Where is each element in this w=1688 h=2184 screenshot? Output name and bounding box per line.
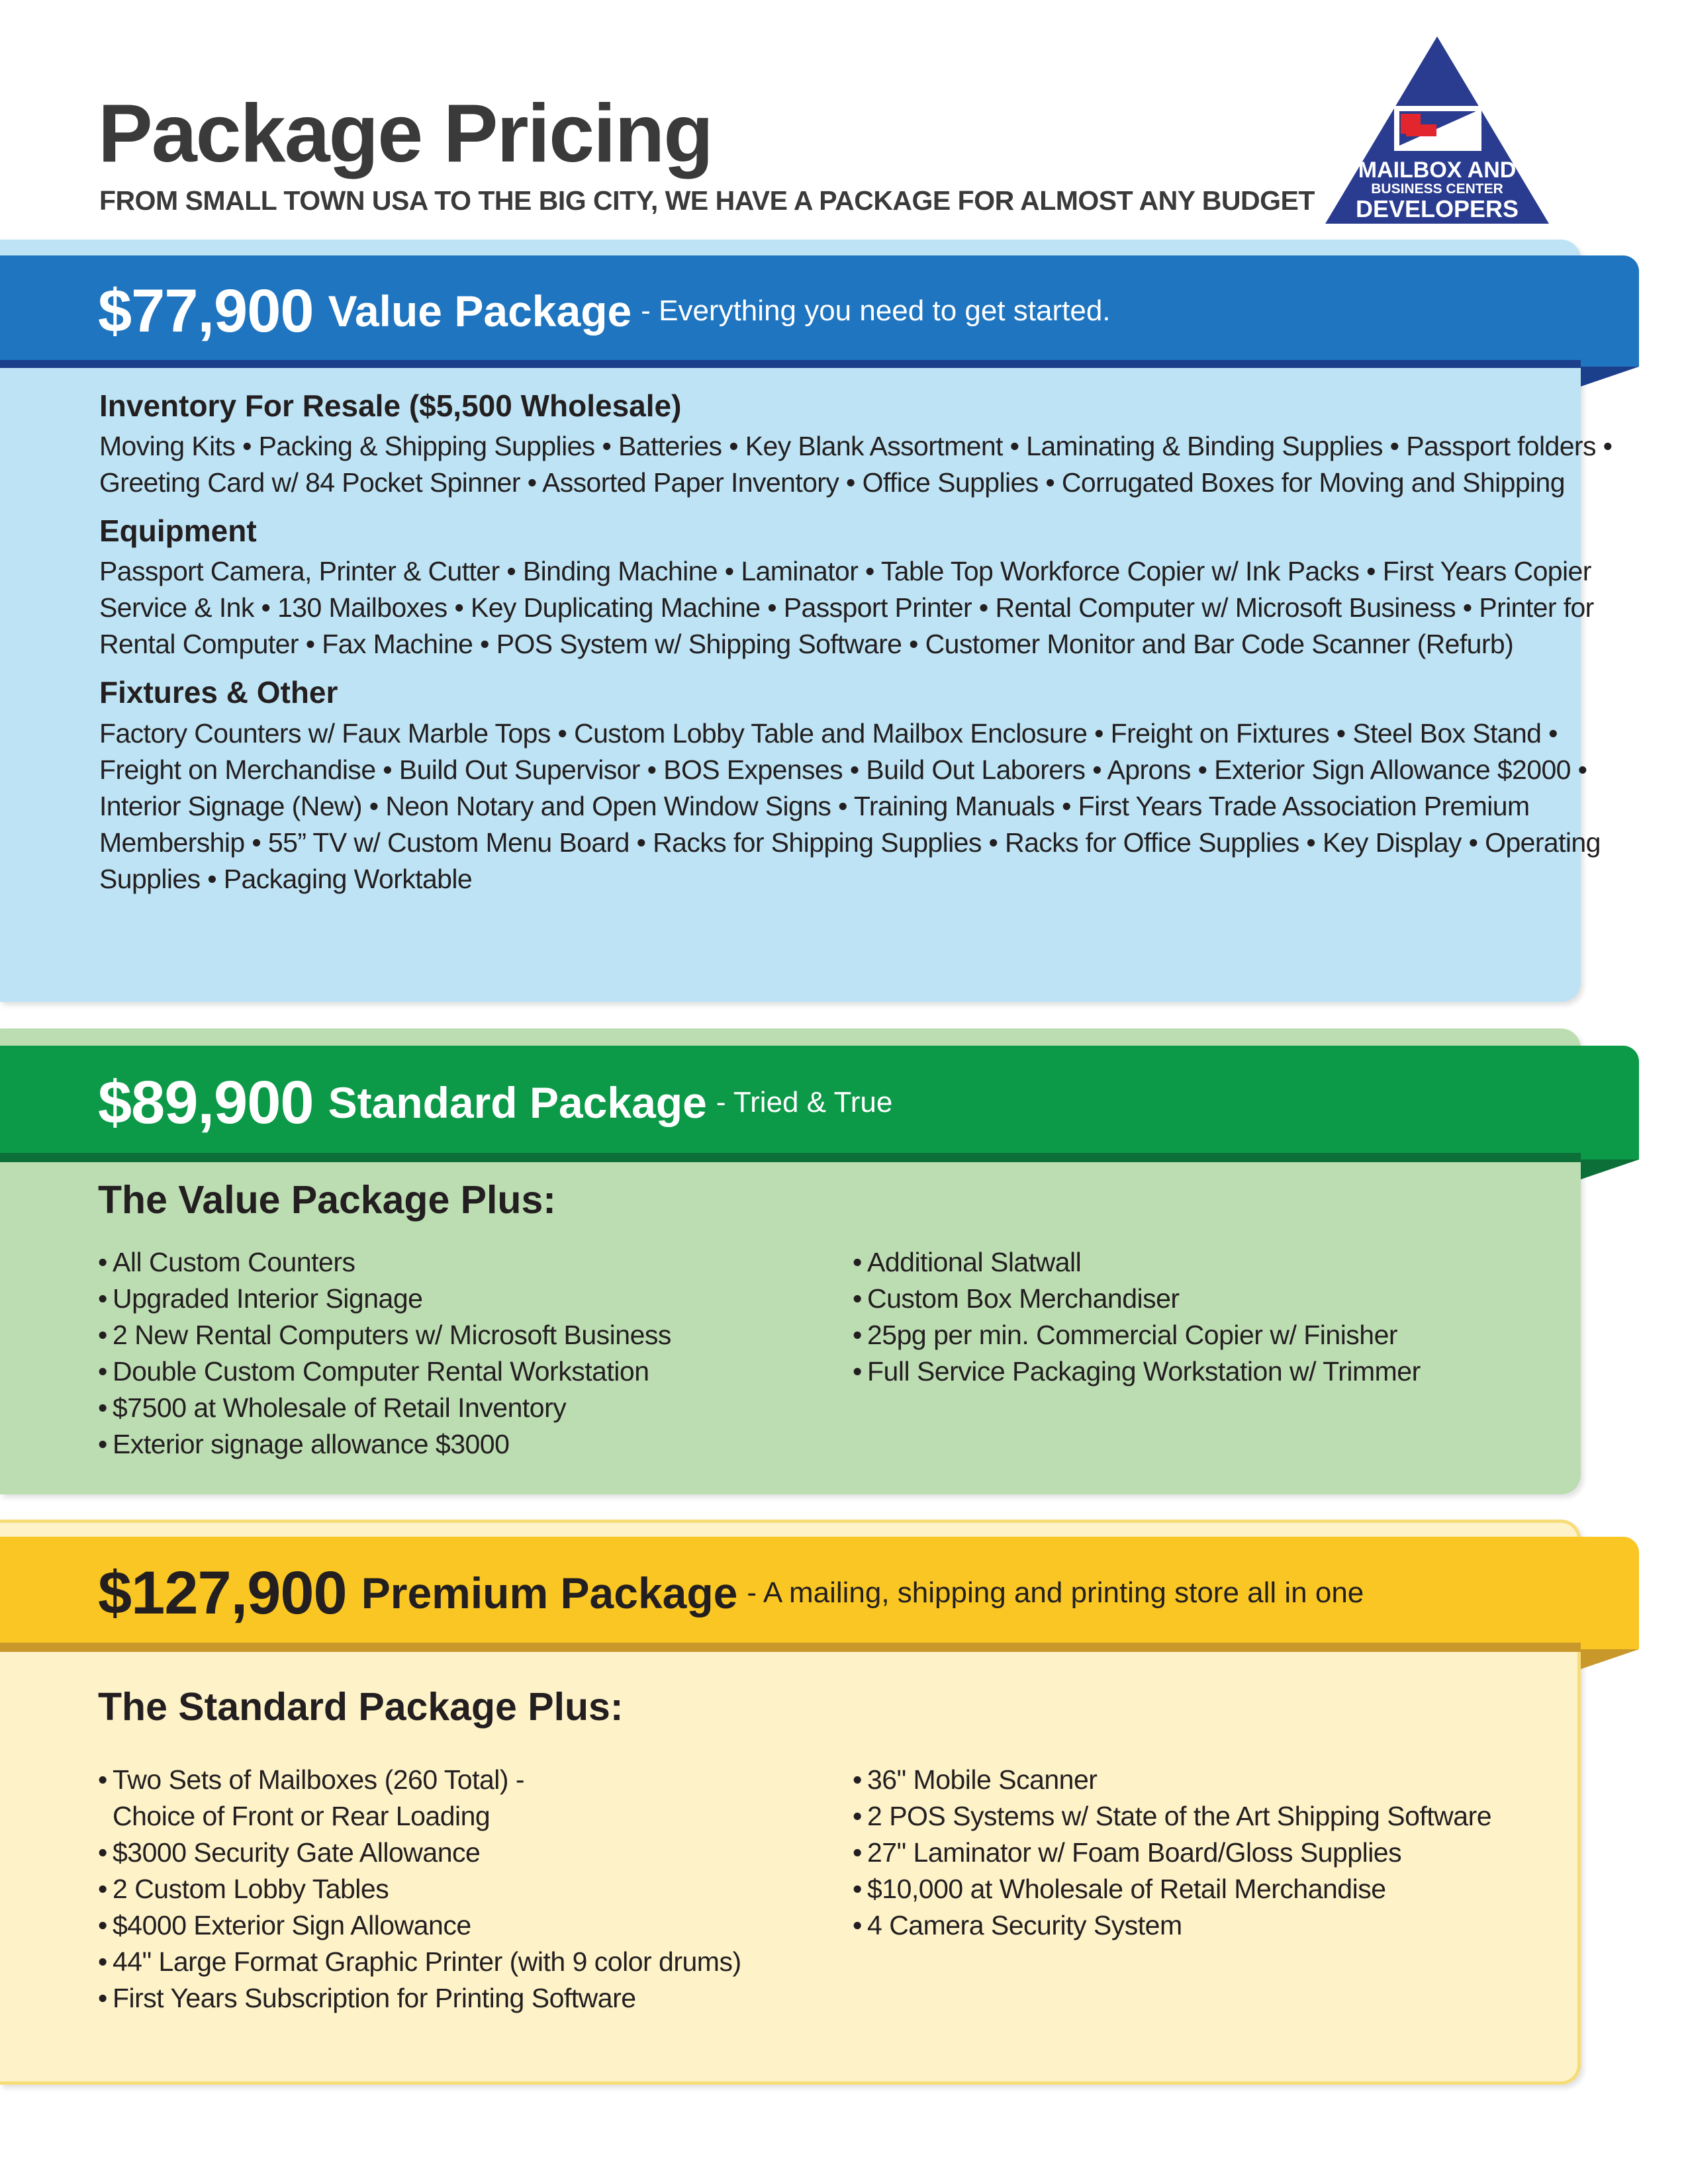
premium-package-name: Premium Package [361,1569,738,1617]
value-section-fixtures [99,674,1622,897]
standard-package-banner [0,1046,1639,1160]
standard-right-column [853,1244,1607,1463]
list-item: • Two Sets of Mailboxes (260 Total) - Choice of Front or Rear Loading [98,1764,525,1831]
premium-package-banner [0,1537,1639,1649]
value-section-equipment [99,513,1622,662]
standard-banner-shadow [0,1153,1581,1162]
list-item: • Double Custom Computer Rental Workstation [98,1356,649,1387]
premium-right-column [853,1762,1607,2017]
section-text: Moving Kits • Packing & Shipping Supplies • Batteries • Key Blank Assortment • Laminating & Binding Supplies • Passport folders • Greeting Card w/ 84 Pocket Spinner • Assorted Paper Inventory • Office Supplies • Corrugated Boxes for Moving and Shipping [99,431,1613,498]
premium-plus-heading: The Standard Package Plus: [98,1685,624,1729]
premium-left-column [98,1762,853,2017]
list-item: • $7500 at Wholesale of Retail Inventory [98,1392,567,1423]
list-item: • First Years Subscription for Printing Software [98,1983,636,2013]
value-package-banner [0,255,1639,367]
section-text: Passport Camera, Printer & Cutter • Binding Machine • Laminator • Table Top Workforce Copier w/ Ink Packs • First Years Copier Service & Ink • 130 Mailboxes • Key Duplicating Machine • Passport Printer • Rental Computer w/ Microsoft Business • Printer for Rental Computer • Fax Machine • POS System w/ Shipping Software • Customer Monitor and Bar Code Scanner (Refurb) [99,556,1594,660]
list-item: • 4 Camera Security System [853,1910,1182,1940]
premium-package-price: $127,900 [98,1559,347,1627]
list-item: • 36" Mobile Scanner [853,1764,1098,1795]
section-heading: Equipment [99,514,257,549]
list-item: • $4000 Exterior Sign Allowance [98,1910,471,1940]
value-section-inventory [99,388,1622,501]
section-heading: Fixtures & Other [99,675,338,710]
list-item: • 25pg per min. Commercial Copier w/ Finisher [853,1320,1398,1350]
standard-package-name: Standard Package [328,1078,707,1127]
list-item: • 44" Large Format Graphic Printer (with 9 color drums) [98,1946,741,1977]
standard-banner-fold [1581,1160,1640,1181]
list-item: • Additional Slatwall [853,1247,1082,1277]
list-item: • 2 New Rental Computers w/ Microsoft Business [98,1320,671,1350]
list-item: • 2 Custom Lobby Tables [98,1874,389,1904]
logo-line-1: MAILBOX AND [1358,158,1517,183]
list-item: • $3000 Security Gate Allowance [98,1837,481,1868]
list-item: • All Custom Counters [98,1247,355,1277]
list-item: • 2 POS Systems w/ State of the Art Shipping Software [853,1801,1492,1831]
premium-banner-fold [1581,1649,1640,1670]
company-logo [1323,33,1552,232]
premium-banner-shadow [0,1643,1581,1652]
logo-line-3: DEVELOPERS [1355,195,1519,222]
list-item: • Upgraded Interior Signage [98,1283,423,1314]
premium-package-tagline: - A mailing, shipping and printing store all in one [747,1576,1364,1609]
standard-plus-heading: The Value Package Plus: [98,1178,556,1222]
list-item: • Custom Box Merchandiser [853,1283,1180,1314]
list-item: • Exterior signage allowance $3000 [98,1429,510,1459]
value-package-price: $77,900 [98,277,314,345]
logo-line-2: BUSINESS CENTER [1371,181,1503,197]
standard-items [98,1244,1607,1463]
standard-package-price: $89,900 [98,1068,314,1136]
standard-package-tagline: - Tried & True [716,1086,893,1118]
page-subtitle: FROM SMALL TOWN USA TO THE BIG CITY, WE HAVE A PACKAGE FOR ALMOST ANY BUDGET [99,185,1315,216]
value-package-name: Value Package [328,287,632,336]
value-banner-shadow [0,360,1581,368]
standard-left-column [98,1244,853,1463]
page-title: Package Pricing [98,88,713,179]
list-item: • 27" Laminator w/ Foam Board/Gloss Supplies [853,1837,1402,1868]
premium-items [98,1762,1607,2017]
value-banner-fold [1581,367,1640,388]
section-text: Factory Counters w/ Faux Marble Tops • Custom Lobby Table and Mailbox Enclosure • Freight on Fixtures • Steel Box Stand • Freight on Merchandise • Build Out Supervisor • BOS Expenses • Build Out Laborers • Aprons • Exterior Sign Allowance $2000 • Interior Signage (New) • Neon Notary and Open Window Signs • Training Manuals • First Years Trade Association Premium Membership • 55” TV w/ Custom Menu Board • Racks for Shipping Supplies • Racks for Office Supplies • Key Display • Operating Supplies • Packaging Worktable [99,717,1601,894]
value-package-tagline: - Everything you need to get started. [641,295,1111,327]
value-package-content [99,388,1622,909]
section-heading: Inventory For Resale ($5,500 Wholesale) [99,388,682,423]
list-item: • $10,000 at Wholesale of Retail Merchandise [853,1874,1386,1904]
list-item: • Full Service Packaging Workstation w/ Trimmer [853,1356,1421,1387]
